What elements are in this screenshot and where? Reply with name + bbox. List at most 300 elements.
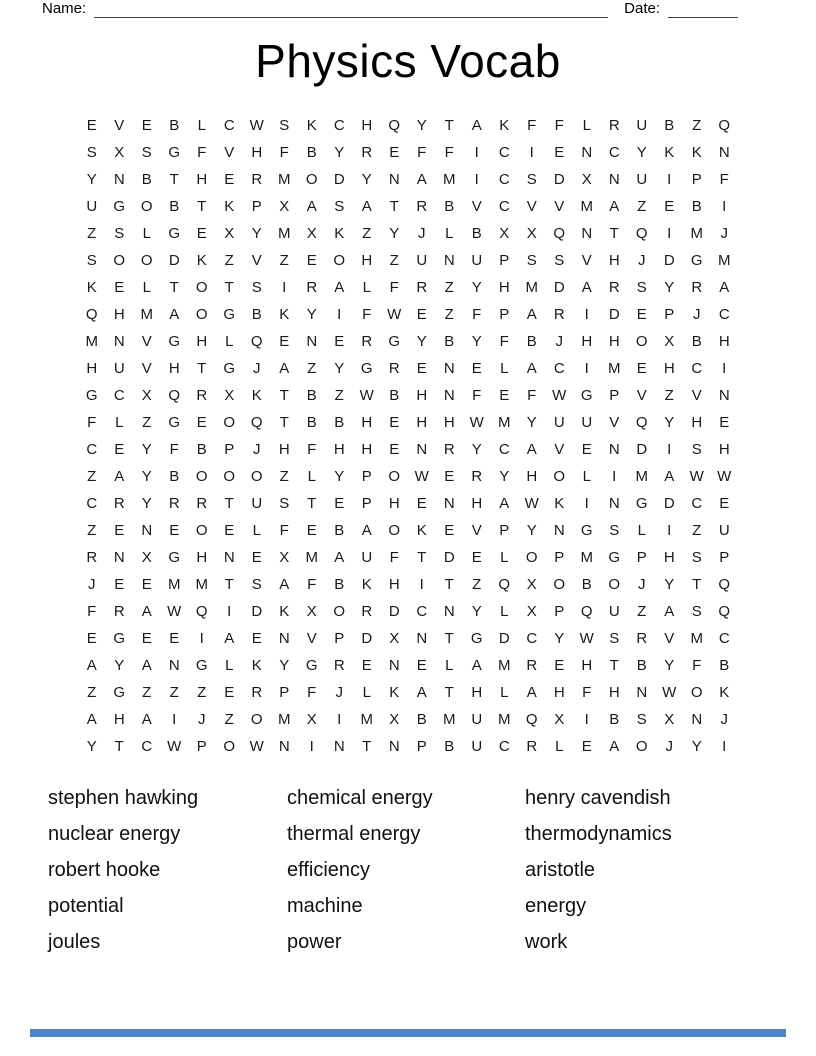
grid-letter: H: [581, 657, 593, 674]
word-item: potential: [48, 895, 124, 917]
grid-letter: W: [167, 603, 182, 620]
grid-letter: T: [224, 495, 234, 512]
word-list-column-1: [48, 780, 287, 960]
grid-letter: N: [581, 144, 593, 161]
grid-letter: A: [279, 576, 290, 593]
grid-letter: K: [554, 495, 565, 512]
grid-letter: E: [279, 333, 290, 350]
grid-letter: F: [169, 441, 179, 458]
grid-letter: H: [526, 468, 538, 485]
grid-letter: A: [664, 468, 675, 485]
grid-letter: E: [471, 360, 482, 377]
grid-letter: Z: [169, 684, 179, 701]
grid-letter: R: [526, 738, 538, 755]
grid-letter: F: [279, 144, 289, 161]
grid-letter: H: [663, 549, 675, 566]
grid-letter: M: [580, 198, 593, 215]
grid-letter: B: [251, 306, 262, 323]
grid-letter: M: [635, 468, 648, 485]
grid-row: [78, 112, 738, 139]
grid-letter: T: [444, 576, 454, 593]
grid-letter: A: [141, 711, 152, 728]
grid-letter: F: [527, 117, 537, 134]
grid-letter: U: [471, 738, 483, 755]
grid-letter: S: [251, 279, 262, 296]
grid-letter: X: [526, 603, 537, 620]
grid-letter: G: [470, 630, 483, 647]
grid-letter: N: [416, 441, 428, 458]
grid-row: [78, 274, 738, 301]
grid-letter: J: [253, 360, 261, 377]
grid-letter: C: [498, 144, 510, 161]
grid-letter: L: [225, 657, 234, 674]
grid-letter: W: [579, 630, 594, 647]
header: [42, 0, 738, 18]
grid-letter: O: [635, 738, 648, 755]
grid-letter: Y: [499, 468, 510, 485]
grid-letter: Z: [334, 387, 344, 404]
grid-letter: T: [609, 225, 619, 242]
grid-letter: E: [141, 630, 152, 647]
grid-letter: J: [418, 225, 426, 242]
grid-letter: E: [416, 495, 427, 512]
grid-letter: E: [719, 495, 730, 512]
grid-letter: T: [224, 576, 234, 593]
grid-letter: S: [609, 522, 620, 539]
grid-letter: Z: [637, 603, 647, 620]
grid-letter: N: [223, 549, 235, 566]
grid-letter: Y: [526, 414, 537, 431]
grid-letter: N: [718, 144, 730, 161]
grid-letter: P: [196, 738, 207, 755]
grid-letter: I: [667, 171, 672, 188]
grid-letter: S: [636, 711, 647, 728]
grid-letter: H: [251, 144, 263, 161]
grid-letter: O: [525, 549, 538, 566]
grid-letter: M: [525, 279, 538, 296]
grid-letter: M: [305, 549, 318, 566]
grid-letter: Z: [87, 225, 97, 242]
grid-letter: U: [471, 252, 483, 269]
grid-row: [78, 301, 738, 328]
grid-letter: Z: [472, 576, 482, 593]
grid-letter: B: [609, 711, 620, 728]
grid-letter: K: [499, 117, 510, 134]
grid-letter: E: [224, 522, 235, 539]
grid-letter: F: [307, 684, 317, 701]
grid-letter: A: [224, 630, 235, 647]
grid-letter: H: [388, 576, 400, 593]
grid-letter: M: [443, 711, 456, 728]
grid-letter: S: [279, 495, 290, 512]
grid-letter: M: [718, 252, 731, 269]
grid-letter: H: [168, 360, 180, 377]
grid-letter: U: [471, 711, 483, 728]
word-item: power: [287, 931, 342, 953]
grid-letter: X: [141, 549, 152, 566]
grid-letter: H: [416, 414, 428, 431]
grid-letter: N: [553, 522, 565, 539]
word-item: aristotle: [525, 859, 596, 881]
grid-letter: B: [636, 657, 647, 674]
grid-letter: E: [636, 360, 647, 377]
grid-letter: B: [691, 198, 702, 215]
grid-letter: J: [665, 738, 673, 755]
grid-letter: Z: [279, 252, 289, 269]
grid-letter: E: [416, 657, 427, 674]
grid-letter: O: [250, 711, 263, 728]
grid-letter: E: [196, 414, 207, 431]
grid-letter: L: [445, 657, 454, 674]
grid-letter: G: [580, 387, 593, 404]
grid-letter: H: [113, 306, 125, 323]
grid-letter: K: [389, 684, 400, 701]
grid-letter: P: [499, 252, 510, 269]
grid-letter: P: [554, 549, 565, 566]
grid-letter: F: [719, 171, 729, 188]
footer-accent-bar: [30, 1029, 786, 1037]
grid-letter: H: [471, 495, 483, 512]
grid-letter: R: [471, 468, 483, 485]
grid-letter: Y: [306, 306, 317, 323]
grid-letter: W: [524, 495, 539, 512]
grid-letter: U: [553, 414, 565, 431]
grid-letter: R: [526, 657, 538, 674]
grid-row: [78, 706, 738, 733]
grid-letter: T: [197, 198, 207, 215]
grid-letter: R: [416, 198, 428, 215]
grid-letter: H: [361, 414, 373, 431]
grid-row: [78, 544, 738, 571]
grid-letter: S: [609, 630, 620, 647]
grid-letter: P: [416, 738, 427, 755]
grid-letter: H: [471, 684, 483, 701]
grid-letter: R: [691, 279, 703, 296]
grid-letter: G: [168, 414, 181, 431]
grid-letter: E: [251, 549, 262, 566]
grid-letter: Y: [471, 441, 482, 458]
word-item: henry cavendish: [525, 787, 671, 809]
grid-letter: L: [362, 279, 371, 296]
name-label: Name:: [42, 0, 87, 17]
grid-letter: P: [664, 306, 675, 323]
grid-row: [78, 517, 738, 544]
grid-letter: R: [443, 441, 455, 458]
grid-letter: T: [279, 414, 289, 431]
grid-letter: O: [553, 468, 566, 485]
grid-letter: Y: [471, 333, 482, 350]
grid-letter: W: [167, 738, 182, 755]
grid-letter: U: [86, 198, 98, 215]
grid-letter: E: [499, 387, 510, 404]
grid-letter: B: [664, 117, 675, 134]
grid-letter: A: [526, 441, 537, 458]
grid-letter: L: [197, 117, 206, 134]
grid-letter: C: [86, 495, 98, 512]
grid-letter: G: [168, 549, 181, 566]
grid-letter: D: [333, 171, 345, 188]
grid-letter: O: [305, 171, 318, 188]
grid-letter: X: [306, 225, 317, 242]
grid-letter: Y: [691, 738, 702, 755]
grid-letter: Z: [444, 306, 454, 323]
grid-letter: I: [722, 360, 727, 377]
word-item: efficiency: [287, 859, 371, 881]
grid-letter: E: [719, 414, 730, 431]
word-search-grid: [78, 112, 738, 760]
grid-letter: E: [389, 441, 400, 458]
grid-letter: R: [196, 387, 208, 404]
grid-letter: H: [86, 360, 98, 377]
grid-letter: E: [361, 657, 372, 674]
grid-letter: T: [417, 549, 427, 566]
grid-letter: F: [389, 279, 399, 296]
grid-letter: L: [307, 468, 316, 485]
grid-letter: W: [359, 387, 374, 404]
grid-letter: U: [718, 522, 730, 539]
grid-letter: N: [443, 252, 455, 269]
grid-letter: J: [88, 576, 96, 593]
grid-letter: I: [667, 522, 672, 539]
grid-letter: H: [416, 387, 428, 404]
grid-letter: R: [251, 684, 263, 701]
word-item: energy: [525, 895, 587, 917]
grid-letter: Y: [554, 630, 565, 647]
grid-letter: K: [251, 657, 262, 674]
grid-letter: Y: [389, 225, 400, 242]
grid-letter: H: [718, 333, 730, 350]
grid-letter: N: [113, 171, 125, 188]
grid-letter: X: [664, 711, 675, 728]
grid-letter: Q: [635, 414, 648, 431]
grid-letter: A: [416, 171, 427, 188]
grid-letter: H: [663, 360, 675, 377]
grid-letter: B: [306, 144, 317, 161]
grid-letter: E: [86, 117, 97, 134]
grid-row: [78, 328, 738, 355]
word-item: stephen hawking: [48, 787, 199, 809]
grid-letter: G: [168, 333, 181, 350]
grid-letter: L: [252, 522, 261, 539]
grid-letter: N: [388, 171, 400, 188]
grid-letter: Y: [334, 360, 345, 377]
grid-letter: A: [526, 306, 537, 323]
grid-letter: K: [306, 117, 317, 134]
grid-letter: N: [416, 630, 428, 647]
grid-letter: M: [278, 225, 291, 242]
grid-letter: E: [141, 576, 152, 593]
grid-letter: A: [306, 198, 317, 215]
grid-letter: I: [337, 711, 342, 728]
grid-letter: H: [608, 333, 620, 350]
word-list-column-3: [525, 780, 776, 960]
date-label: Date:: [624, 0, 660, 17]
grid-letter: Y: [114, 657, 125, 674]
grid-letter: L: [142, 279, 151, 296]
grid-letter: M: [140, 306, 153, 323]
grid-letter: R: [388, 360, 400, 377]
grid-letter: D: [443, 549, 455, 566]
grid-letter: F: [197, 144, 207, 161]
grid-letter: L: [142, 225, 151, 242]
grid-letter: V: [471, 198, 482, 215]
grid-letter: G: [113, 198, 126, 215]
grid-letter: B: [444, 738, 455, 755]
grid-letter: Y: [334, 468, 345, 485]
grid-letter: E: [471, 549, 482, 566]
grid-letter: B: [581, 576, 592, 593]
grid-letter: F: [417, 144, 427, 161]
grid-letter: L: [582, 117, 591, 134]
grid-letter: B: [169, 468, 180, 485]
grid-letter: J: [198, 711, 206, 728]
grid-letter: Y: [664, 279, 675, 296]
grid-letter: E: [581, 738, 592, 755]
grid-letter: B: [471, 225, 482, 242]
grid-letter: Q: [388, 117, 401, 134]
grid-letter: N: [443, 387, 455, 404]
grid-letter: A: [609, 738, 620, 755]
grid-letter: I: [199, 630, 204, 647]
grid-letter: U: [581, 414, 593, 431]
grid-letter: I: [172, 711, 177, 728]
grid-letter: G: [388, 333, 401, 350]
grid-letter: H: [608, 252, 620, 269]
grid-letter: J: [720, 225, 728, 242]
grid-row: [78, 193, 738, 220]
grid-letter: L: [500, 603, 509, 620]
grid-row: [78, 220, 738, 247]
grid-letter: K: [251, 387, 262, 404]
grid-letter: R: [608, 117, 620, 134]
grid-letter: R: [86, 549, 98, 566]
grid-letter: M: [498, 414, 511, 431]
grid-letter: M: [498, 657, 511, 674]
grid-letter: F: [362, 306, 372, 323]
grid-letter: E: [224, 171, 235, 188]
grid-letter: K: [361, 576, 372, 593]
grid-letter: E: [389, 414, 400, 431]
grid-letter: X: [279, 198, 290, 215]
grid-letter: D: [168, 252, 180, 269]
grid-letter: O: [195, 468, 208, 485]
grid-letter: X: [306, 711, 317, 728]
grid-letter: F: [527, 387, 537, 404]
grid-letter: I: [612, 468, 617, 485]
grid-letter: Z: [87, 468, 97, 485]
word-item: joules: [48, 931, 101, 953]
grid-letter: W: [689, 468, 704, 485]
grid-letter: T: [169, 171, 179, 188]
grid-letter: Z: [279, 468, 289, 485]
grid-letter: T: [444, 117, 454, 134]
grid-letter: R: [636, 630, 648, 647]
grid-letter: Y: [361, 171, 372, 188]
grid-letter: S: [691, 549, 702, 566]
grid-letter: E: [636, 306, 647, 323]
grid-letter: K: [224, 198, 235, 215]
grid-letter: G: [195, 657, 208, 674]
grid-letter: E: [389, 144, 400, 161]
grid-letter: W: [717, 468, 732, 485]
grid-letter: X: [526, 225, 537, 242]
grid-letter: Q: [250, 414, 263, 431]
grid-letter: X: [141, 387, 152, 404]
grid-letter: Y: [141, 468, 152, 485]
grid-letter: B: [691, 333, 702, 350]
grid-letter: Y: [141, 495, 152, 512]
word-item: nuclear energy: [48, 823, 181, 845]
grid-letter: G: [635, 495, 648, 512]
grid-letter: Y: [526, 522, 537, 539]
grid-letter: P: [499, 306, 510, 323]
grid-letter: V: [251, 252, 262, 269]
grid-letter: J: [555, 333, 563, 350]
grid-letter: B: [526, 333, 537, 350]
grid-letter: D: [553, 279, 565, 296]
grid-letter: H: [718, 441, 730, 458]
grid-letter: M: [690, 630, 703, 647]
grid-letter: A: [526, 684, 537, 701]
grid-row: [78, 139, 738, 166]
grid-letter: H: [361, 117, 373, 134]
grid-letter: A: [334, 549, 345, 566]
grid-letter: F: [307, 576, 317, 593]
grid-letter: B: [196, 441, 207, 458]
grid-letter: H: [361, 441, 373, 458]
grid-letter: C: [86, 441, 98, 458]
word-item: work: [525, 931, 568, 953]
grid-letter: D: [553, 171, 565, 188]
grid-letter: T: [444, 630, 454, 647]
grid-letter: O: [388, 468, 401, 485]
grid-letter: B: [416, 711, 427, 728]
grid-letter: Y: [664, 657, 675, 674]
grid-letter: C: [718, 306, 730, 323]
grid-letter: R: [553, 306, 565, 323]
grid-letter: U: [251, 495, 263, 512]
grid-letter: G: [690, 252, 703, 269]
grid-letter: P: [554, 603, 565, 620]
grid-letter: O: [608, 576, 621, 593]
grid-row: [78, 733, 738, 760]
grid-letter: E: [334, 495, 345, 512]
grid-letter: F: [554, 117, 564, 134]
grid-letter: P: [636, 549, 647, 566]
grid-letter: I: [722, 198, 727, 215]
grid-letter: Z: [224, 252, 234, 269]
grid-letter: T: [279, 387, 289, 404]
grid-letter: A: [86, 711, 97, 728]
grid-letter: Z: [87, 684, 97, 701]
grid-letter: F: [389, 549, 399, 566]
grid-letter: Z: [444, 279, 454, 296]
grid-letter: Q: [718, 576, 731, 593]
grid-letter: G: [85, 387, 98, 404]
grid-letter: N: [443, 603, 455, 620]
grid-letter: S: [526, 171, 537, 188]
grid-letter: A: [114, 468, 125, 485]
word-item: thermodynamics: [525, 823, 672, 845]
grid-letter: I: [282, 279, 287, 296]
grid-letter: Q: [195, 603, 208, 620]
grid-letter: E: [114, 441, 125, 458]
grid-letter: N: [608, 441, 620, 458]
grid-letter: O: [140, 252, 153, 269]
grid-letter: C: [141, 738, 153, 755]
grid-letter: N: [608, 495, 620, 512]
grid-letter: P: [719, 549, 730, 566]
